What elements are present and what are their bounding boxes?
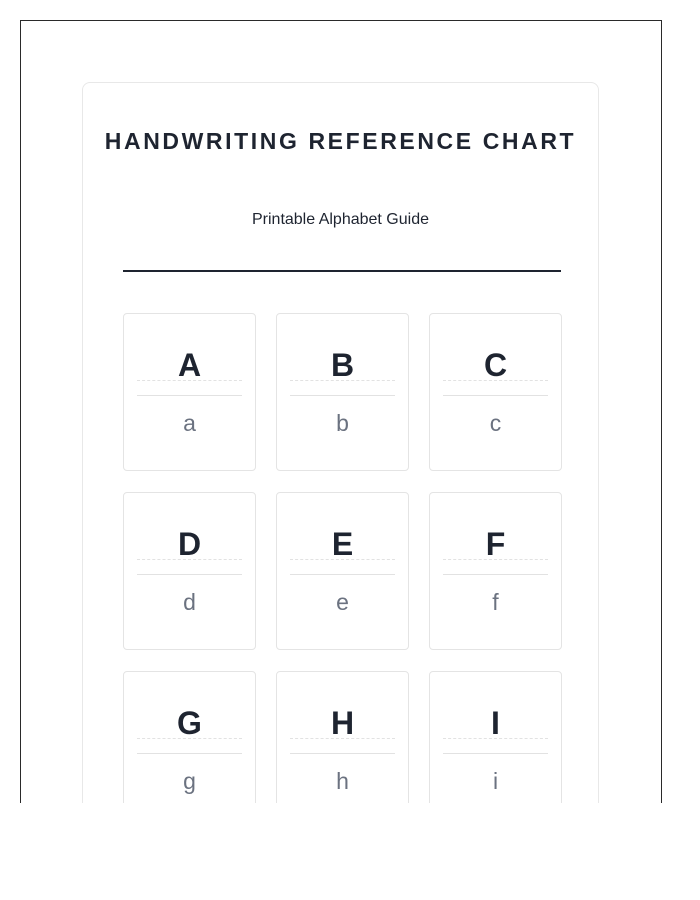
letter-card-e [276,492,409,650]
uppercase-letter: A [177,347,202,383]
lowercase-letter: b [336,410,349,436]
page-viewport [20,20,662,803]
letter-card-f [429,492,562,650]
midline-guide [290,559,395,560]
midline-guide [290,380,395,381]
midline-guide [443,559,548,560]
uppercase-letter: I [491,705,500,741]
header-divider [123,270,561,272]
baseline-guide [137,574,242,575]
letter-card-b [276,313,409,471]
baseline-guide [443,574,548,575]
baseline-guide [137,395,242,396]
page-title: HANDWRITING REFERENCE CHART [104,128,577,154]
baseline-guide [290,395,395,396]
baseline-guide [443,395,548,396]
uppercase-letter: D [177,526,202,562]
midline-guide [137,380,242,381]
uppercase-letter: G [177,705,202,741]
lowercase-letter: f [492,589,499,615]
baseline-guide [290,574,395,575]
uppercase-letter: E [331,526,354,562]
lowercase-letter: c [489,410,502,436]
baseline-guide [290,753,395,754]
letter-card-g [123,671,256,803]
reference-chart-sheet [82,82,599,803]
letter-grid [123,313,561,803]
midline-guide [443,380,548,381]
lowercase-letter: i [492,768,499,794]
lowercase-letter: h [336,768,349,794]
lowercase-letter: e [336,589,349,615]
midline-guide [137,738,242,739]
baseline-guide [443,753,548,754]
midline-guide [443,738,548,739]
uppercase-letter: F [485,526,506,562]
letter-card-i [429,671,562,803]
lowercase-letter: g [183,768,196,794]
midline-guide [137,559,242,560]
lowercase-letter: a [183,410,196,436]
letter-card-c [429,313,562,471]
lowercase-letter: d [183,589,196,615]
uppercase-letter: H [330,705,355,741]
letter-card-h [276,671,409,803]
baseline-guide [137,753,242,754]
letter-card-a [123,313,256,471]
uppercase-letter: C [483,347,508,383]
letter-card-d [123,492,256,650]
midline-guide [290,738,395,739]
uppercase-letter: B [330,347,355,383]
page-subtitle: Printable Alphabet Guide [251,211,429,228]
